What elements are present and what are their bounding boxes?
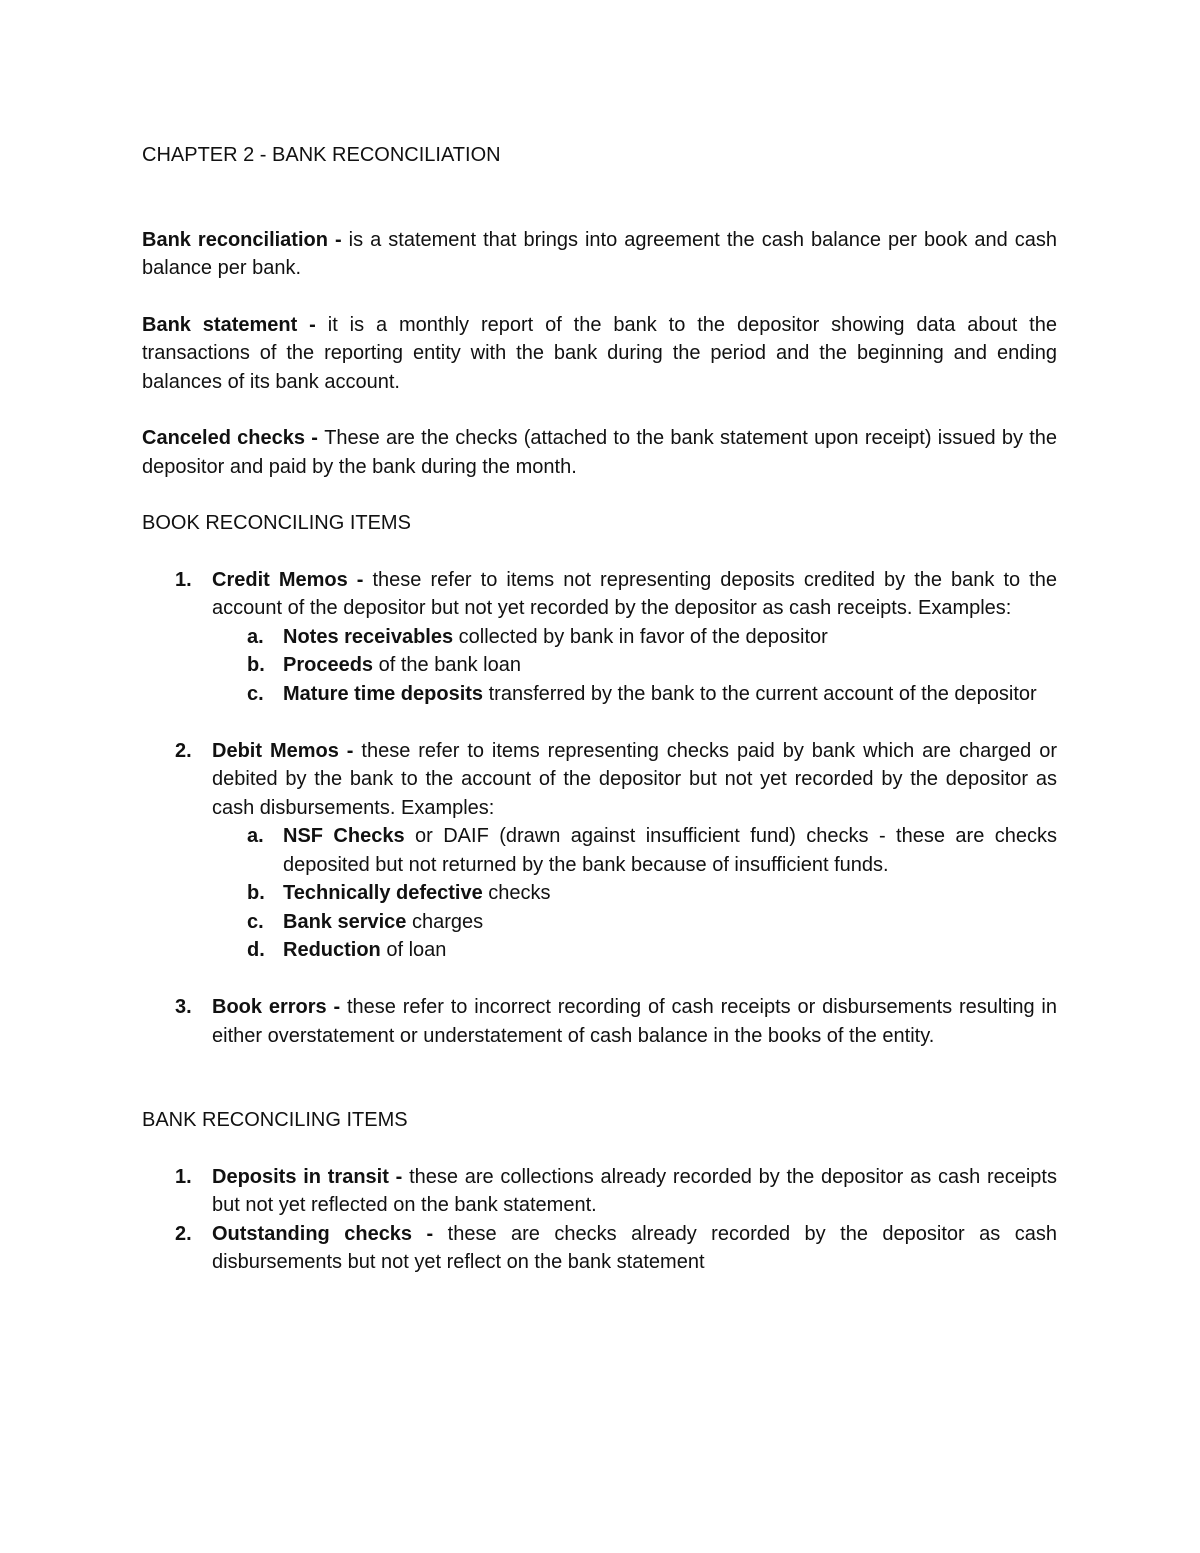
item-term: Credit Memos - <box>212 568 373 591</box>
item-number: 3. <box>175 996 192 1018</box>
sub-item-letter: b. <box>247 882 265 904</box>
item-number: 2. <box>175 1222 192 1245</box>
book-reconciling-heading: BOOK RECONCILING ITEMS <box>142 512 411 534</box>
sub-item-letter: a. <box>247 625 264 648</box>
sub-item-text: collected by bank in favor of the depositor <box>453 625 828 648</box>
definition-term: Bank reconciliation - <box>142 228 349 251</box>
sub-item-reduction <box>212 936 1057 965</box>
sub-item-letter: c. <box>247 910 264 933</box>
list-item-deposits-in-transit <box>142 1163 1057 1220</box>
sub-item-term: Mature time deposits <box>283 682 484 705</box>
sub-item-text: checks <box>482 882 551 904</box>
item-term: Outstanding checks - <box>212 1222 448 1245</box>
bank-reconciling-heading: BANK RECONCILING ITEMS <box>142 1109 408 1131</box>
definition-text: it is a monthly report of the bank to the depositor showing data about the transactions of the reporting entity with the bank during the period and the beginning and ending balances of its bank account. <box>142 313 1057 393</box>
item-term: Debit Memos - <box>212 739 362 762</box>
list-item-outstanding-checks <box>142 1220 1057 1277</box>
definition-canceled-checks <box>142 424 1057 481</box>
sub-item-term: Reduction <box>283 939 381 961</box>
sub-item-term: Notes receivables <box>283 625 454 648</box>
item-text: these refer to items representing checks paid by bank which are charged or debited by the bank to the account of the depositor but not yet recorded by the depositor as cash disbursements. Examples: <box>212 739 1057 819</box>
list-item-credit-memos <box>142 566 1057 709</box>
item-text: these are collections already recorded by the depositor as cash receipts but not yet reflected on the bank statement. <box>212 1165 1057 1216</box>
sub-item-letter: c. <box>247 682 264 705</box>
book-reconciling-list <box>142 566 1057 1051</box>
definition-term: Canceled checks - <box>142 427 325 449</box>
definition-term: Bank statement - <box>142 313 328 336</box>
item-number: 1. <box>175 568 192 591</box>
sub-item-text: transferred by the bank to the current account of the depositor <box>483 682 1037 705</box>
item-term: Book errors - <box>212 996 347 1018</box>
list-item-book-errors <box>142 993 1057 1050</box>
chapter-title: CHAPTER 2 - BANK RECONCILIATION <box>142 144 501 166</box>
sub-item-term: Bank service <box>283 910 407 933</box>
item-text: these are checks already recorded by the depositor as cash disbursements but not yet reflect on the bank statement <box>212 1222 1057 1273</box>
sub-item-term: Proceeds <box>283 654 374 676</box>
bank-reconciling-list <box>142 1163 1057 1277</box>
sub-item-notes-receivables <box>212 623 1057 652</box>
debit-memos-examples <box>212 822 1057 965</box>
definition-text: is a statement that brings into agreement the cash balance per book and cash balance per bank. <box>142 228 1057 279</box>
sub-item-bank-service <box>212 908 1057 937</box>
credit-memos-examples <box>212 623 1057 709</box>
sub-item-letter: d. <box>247 939 265 961</box>
item-term: Deposits in transit - <box>212 1165 410 1188</box>
sub-item-mature-time-deposits <box>212 680 1057 709</box>
sub-item-term: NSF Checks <box>283 825 405 847</box>
list-item-debit-memos <box>142 737 1057 965</box>
definition-bank-statement <box>142 311 1057 397</box>
sub-item-term: Technically defective <box>283 882 483 904</box>
sub-item-text: of the bank loan <box>373 654 521 676</box>
item-number: 2. <box>175 739 192 762</box>
sub-item-letter: b. <box>247 654 265 676</box>
sub-item-text: or DAIF (drawn against insufficient fund) checks - these are checks deposited but not returned by the bank because of insufficient funds. <box>283 825 1057 876</box>
sub-item-text: charges <box>406 910 484 933</box>
sub-item-technically-defective <box>212 879 1057 908</box>
sub-item-text: of loan <box>380 939 447 961</box>
item-number: 1. <box>175 1165 192 1188</box>
sub-item-nsf-checks <box>212 822 1057 879</box>
item-text: these refer to incorrect recording of cash receipts or disbursements resulting in either overstatement or understatement of cash balance in the books of the entity. <box>212 996 1057 1047</box>
sub-item-letter: a. <box>247 825 264 847</box>
definition-text: These are the checks (attached to the bank statement upon receipt) issued by the depositor and paid by the bank during the month. <box>142 427 1057 478</box>
item-text: these refer to items not representing deposits credited by the bank to the account of the depositor but not yet recorded by the depositor as cash receipts. Examples: <box>212 568 1057 619</box>
definition-bank-reconciliation <box>142 226 1057 283</box>
sub-item-proceeds <box>212 651 1057 680</box>
